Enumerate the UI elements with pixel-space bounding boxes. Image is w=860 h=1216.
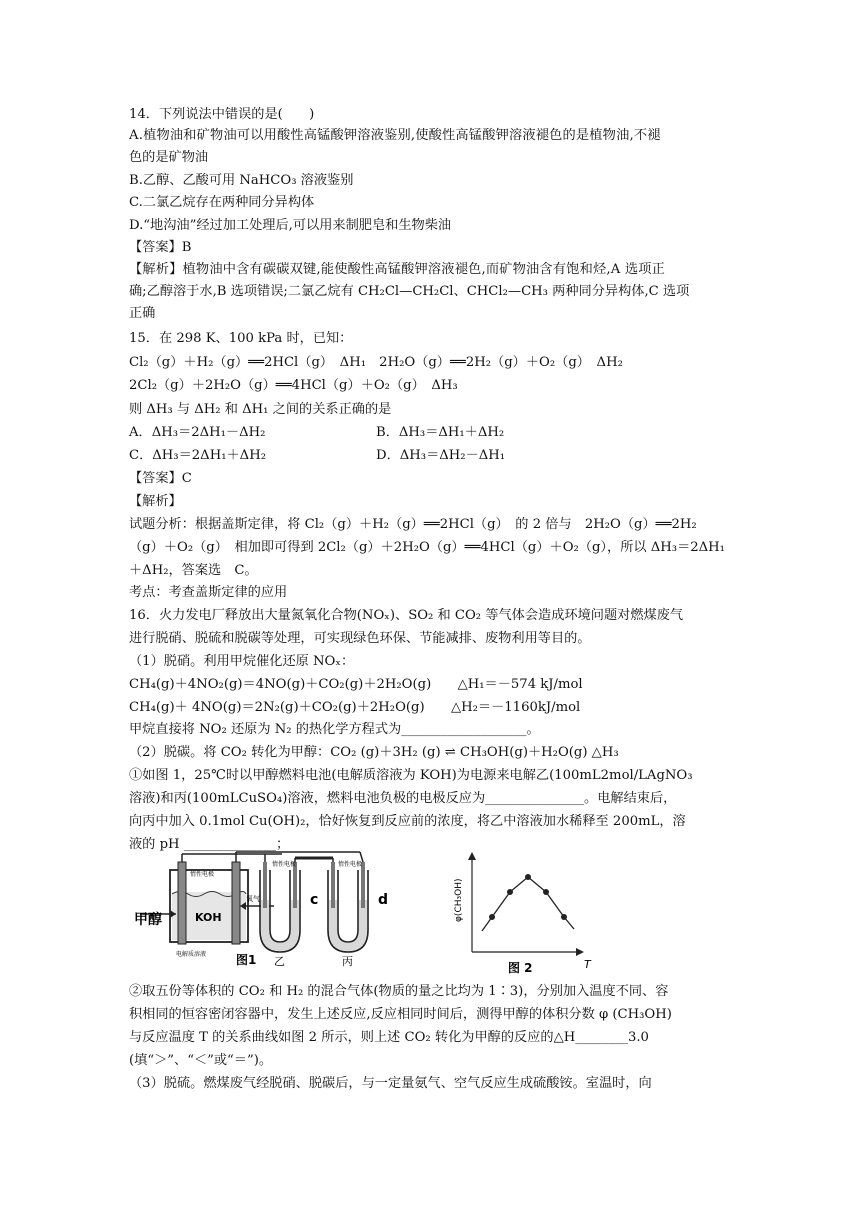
- fig1-electrode-label-2: 惰性电极: [272, 861, 297, 868]
- data-point-1: [489, 914, 495, 920]
- fig1-electrode-label-3: 惰性电极: [338, 861, 363, 868]
- q15-option-b: B．ΔH₃＝ΔH₁＋ΔH₂: [376, 425, 505, 440]
- q16-part2-q1-line2: 溶液)和丙(100mLCuSO₄)溶液，燃料电池负极的电极反应为_______________。电解结束后，: [129, 791, 677, 806]
- fig1-methanol-label: 甲醇: [134, 912, 162, 928]
- fig1-bing-label: 丙: [342, 955, 353, 968]
- q16-stem-line1: 16．火力发电厂释放出大量氮氧化合物(NOₓ)、SO₂ 和 CO₂ 等气体会造成环境问题对燃煤废气: [129, 608, 684, 623]
- q15-option-c: C．ΔH₃＝2ΔH₁＋ΔH₂: [129, 448, 266, 463]
- q15-answer: 【答案】C: [129, 471, 192, 486]
- q14-analysis-line2: 确;乙醇溶于水,B 选项错误;二氯乙烷有 CH₂Cl—CH₂Cl、CHCl₂—CH₃ 两种同分异构体,C 选项: [129, 284, 690, 299]
- data-point-2: [507, 889, 513, 895]
- fig1-yi-label: 乙: [274, 955, 285, 968]
- q16-part1-equation-2: CH₄(g)＋ 4NO(g)＝2N₂(g)＋CO₂(g)＋2H₂O(g) △H₂＝－1160kJ/mol: [129, 700, 581, 715]
- fig1-koh-label: KOH: [195, 911, 222, 924]
- u-tube-bing: [328, 862, 368, 952]
- y-axis-arrow: [468, 852, 476, 860]
- q14-option-d: D.“地沟油”经过加工处理后,可以用来制肥皂和生物柴油: [129, 218, 452, 233]
- q16-part2-q2-line2: 积相同的恒容密闭容器中，发生上述反应,反应相同时间后，测得甲醇的体积分数 φ (CH₃OH): [129, 1007, 672, 1022]
- q15-option-a: A．ΔH₃＝2ΔH₁－ΔH₂: [129, 425, 266, 440]
- series-line: [482, 877, 574, 931]
- data-point-3: [525, 874, 531, 880]
- figure-1-electrolysis-diagram: [132, 848, 432, 968]
- q15-analysis-line2: （g）＋O₂（g） 相加即可得到 2Cl₂（g）＋2H₂O（g）══4HCl（g）＋O₂（g），所以 ΔH₃＝2ΔH₁: [129, 540, 725, 555]
- q15-option-d: D．ΔH₃＝ΔH₂－ΔH₁: [376, 448, 506, 463]
- fig1-oxygen-label: 氧气: [246, 895, 260, 903]
- q16-stem-line2: 进行脱硝、脱硫和脱碳等处理，可实现绿色环保、节能减排、废物利用等目的。: [129, 631, 591, 646]
- q16-part2-q2-line4: (填“＞”、“＜”或“＝”)。: [129, 1053, 273, 1068]
- q16-part2-q1-line4: 液的 pH ______________；: [129, 837, 290, 852]
- fig2-plot-area: [482, 874, 574, 931]
- fig2-caption: 图 2: [508, 961, 533, 974]
- data-point-4: [543, 889, 549, 895]
- q14-analysis-line3: 正确: [129, 306, 156, 321]
- fig1-electrode-c-label: c: [310, 892, 319, 908]
- q16-part1-question: 甲烷直接将 NO₂ 还原为 N₂ 的热化学方程式为___________________。: [129, 722, 540, 737]
- q16-part3-line1: （3）脱硫。燃煤废气经脱硝、脱碳后，与一定量氨气、空气反应生成硫酸铵。室温时，向: [129, 1076, 652, 1091]
- q16-part2-q2-line3: 与反应温度 T 的关系曲线如图 2 所示，则上述 CO₂ 转化为甲醇的反应的△H________3.0: [129, 1030, 649, 1045]
- q15-equation-2: 2Cl₂（g）＋2H₂O（g）══4HCl（g）＋O₂（g） ΔH₃: [129, 378, 458, 393]
- q15-equation-1: Cl₂（g）＋H₂（g）══2HCl（g） ΔH₁ 2H₂O（g）══2H₂（g）＋O₂（g） ΔH₂: [129, 355, 623, 370]
- q14-analysis-line1: 【解析】植物油中含有碳碳双键,能使酸性高锰酸钾溶液褪色,而矿物油含有饱和烃,A 选项正: [129, 262, 666, 277]
- q16-part2-q2-line1: ②取五份等体积的 CO₂ 和 H₂ 的混合气体(物质的量之比均为 1∶3)，分别加入温度不同、容: [129, 984, 669, 999]
- q15-analysis-line1: 试题分析：根据盖斯定律，将 Cl₂（g）＋H₂（g）══2HCl（g） 的 2 倍与 2H₂O（g）══2H₂: [129, 517, 697, 532]
- q14-option-a-line2: 色的是矿物油: [129, 150, 209, 165]
- q15-question: 则 ΔH₃ 与 ΔH₂ 和 ΔH₁ 之间的关系正确的是: [129, 402, 392, 417]
- u-tube-yi: [260, 862, 300, 952]
- q14-option-b: B.乙醇、乙酸可用 NaHCO₃ 溶液鉴别: [129, 173, 354, 188]
- q15-analysis-line3: ＋ΔH₂，答案选 C。: [129, 563, 258, 578]
- q14-stem: 14．下列说法中错误的是( ): [129, 107, 315, 122]
- x-axis-arrow: [576, 948, 584, 956]
- q14-answer: 【答案】B: [129, 240, 192, 255]
- q14-option-c: C.二氯乙烷存在两种同分异构体: [129, 195, 315, 210]
- q16-part2-q1-line1: ①如图 1，25℃时以甲醇燃料电池(电解质溶液为 KOH)为电源来电解乙(100mL2mol/LAgNO₃: [129, 768, 693, 783]
- q14-option-a-line1: A.植物油和矿物油可以用酸性高锰酸钾溶液鉴别,使酸性高锰酸钾溶液褪色的是植物油,不褪: [129, 128, 661, 143]
- fig1-electrode-label-1: 惰性电极: [190, 871, 215, 878]
- figure-2-chart: [448, 848, 598, 974]
- q16-part1-equation-1: CH₄(g)＋4NO₂(g)＝4NO(g)＋CO₂(g)＋2H₂O(g) △H₁＝－574 kJ/mol: [129, 677, 583, 692]
- q15-analysis-head: 【解析】: [129, 494, 182, 509]
- q16-part2-q1-line3: 向丙中加入 0.1mol Cu(OH)₂，恰好恢复到反应前的浓度，将乙中溶液加水稀释至 200mL，溶: [129, 814, 686, 829]
- fig1-electrode-d-label: d: [378, 892, 389, 908]
- fig1-electrolyte-label: 电解质溶液: [176, 951, 207, 958]
- q16-part1-head: （1）脱硝。利用甲烷催化还原 NOₓ：: [129, 654, 355, 669]
- q15-key-point: 考点：考查盖斯定律的应用: [129, 585, 288, 600]
- fig1-caption: 图1: [236, 953, 257, 967]
- q16-part2-head: （2）脱碳。将 CO₂ 转化为甲醇：CO₂ (g)＋3H₂ (g) ⇌ CH₃OH(g)＋H₂O(g) △H₃: [129, 745, 619, 760]
- data-point-5: [561, 914, 567, 920]
- fig2-x-axis-label: T: [584, 958, 591, 971]
- fig2-y-axis-label: φ(CH₃OH): [454, 878, 464, 922]
- q15-stem: 15．在 298 K、100 kPa 时，已知：: [129, 331, 353, 346]
